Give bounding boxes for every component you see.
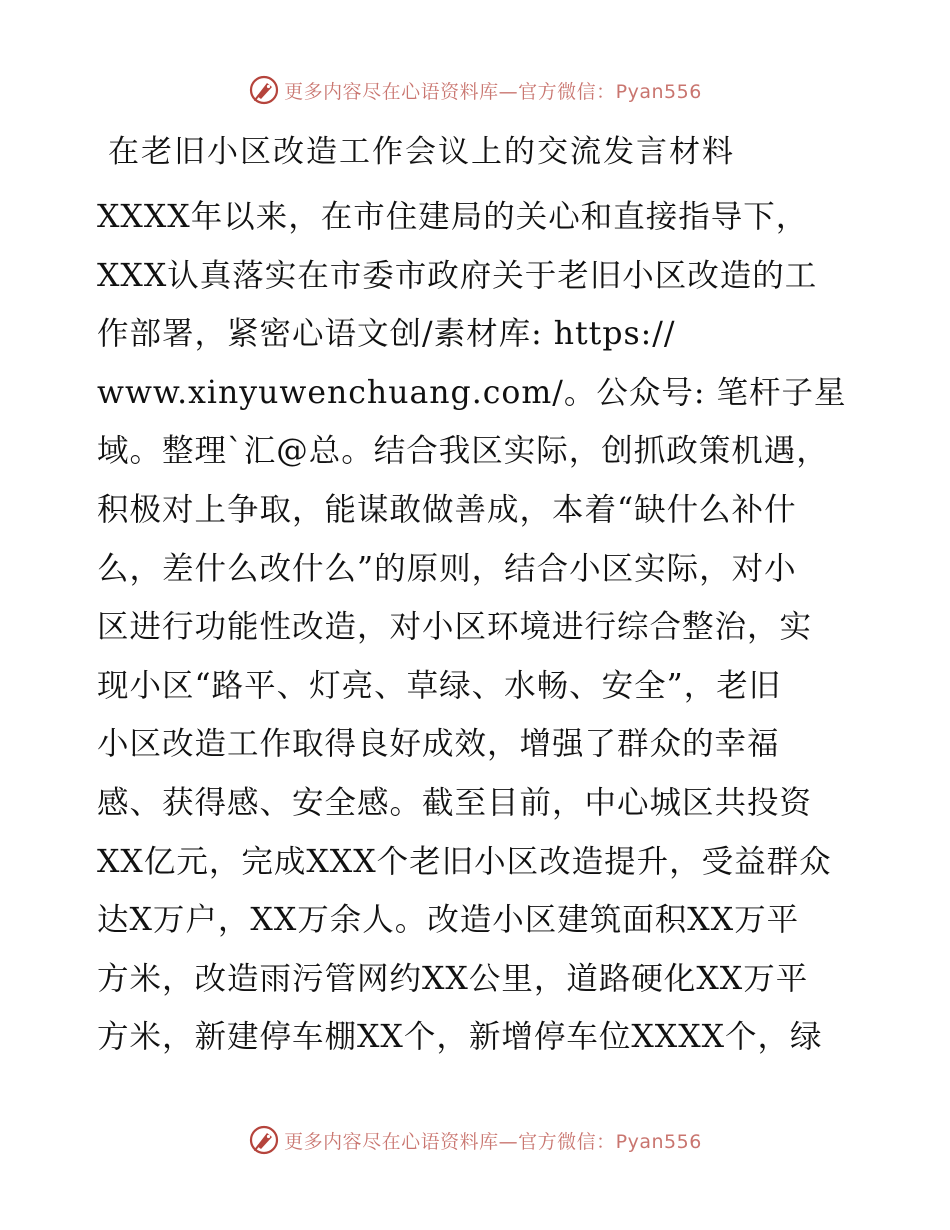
body-line: XX亿元，完成XXX个老旧小区改造提升，受益群众 (97, 843, 832, 880)
body-line: 小区改造工作取得良好成效，增强了群众的幸福 (97, 726, 780, 763)
header-watermark-banner (0, 70, 950, 110)
pen-nib-logo-icon (248, 1124, 280, 1156)
footer-watermark-banner (0, 1120, 950, 1160)
body-line: 现小区“路平、灯亮、草绿、水畅、安全”，老旧 (97, 667, 782, 704)
body-line: 达X万户，XX万余人。改造小区建筑面积XX万平 (97, 902, 800, 939)
document-title: 在老旧小区改造工作会议上的交流发言材料 (108, 134, 735, 170)
body-line: 作部署，紧密心语文创/素材库: https:// (97, 316, 676, 353)
footer-banner-text: 更多内容尽在心语资料库—官方微信：Pyan556 (284, 1130, 702, 1153)
body-line: XXXX年以来，在市住建局的关心和直接指导下， (97, 199, 809, 235)
body-line: 域。整理`汇@总。结合我区实际，创抓政策机遇， (97, 433, 829, 470)
body-line: 方米，改造雨污管网约XX公里，道路硬化XX万平 (97, 960, 809, 997)
body-line: www.xinyuwenchuang.com/。公众号: 笔杆子星 (97, 374, 847, 411)
pen-nib-logo-icon (248, 74, 280, 106)
document-body (97, 188, 857, 1067)
header-banner-text: 更多内容尽在心语资料库—官方微信：Pyan556 (284, 80, 702, 103)
body-line: 区进行功能性改造，对小区环境进行综合整治，实 (97, 609, 813, 646)
body-line: 么，差什么改什么”的原则，结合小区实际，对小 (97, 550, 797, 587)
body-line: XXX认真落实在市委市政府关于老旧小区改造的工 (97, 257, 818, 294)
body-line: 方米，新建停车棚XX个，新增停车位XXXX个，绿 (97, 1019, 823, 1056)
body-line: 积极对上争取，能谋敢做善成，本着“缺什么补什 (97, 491, 797, 528)
body-line: 感、获得感、安全感。截至目前，中心城区共投资 (97, 784, 813, 821)
